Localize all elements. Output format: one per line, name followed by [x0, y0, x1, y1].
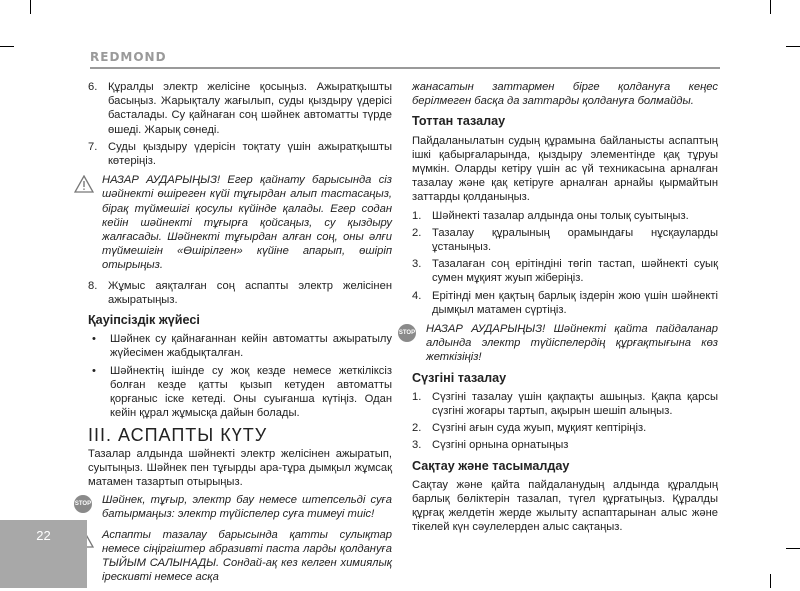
stop-note: STOP Шәйнек, тұғыр, электр бау немесе штепсельді суға батырмаңыз: электр түйіспелер суға тимеуі тиіс!: [74, 494, 392, 521]
crop-mark: [770, 574, 771, 588]
list-item: 3. Тазалаған соң ерітіндіні төгіп тастап, шәйнекті суық сумен мұқият жуып жіберіңіз.: [412, 258, 718, 285]
chapter-title: III. АСПАПТЫ КҮТУ: [88, 425, 268, 446]
steps-list: [88, 279, 392, 307]
warning-note: НАЗАР АУДАРЫҢЫЗ! Егер қайнату барысында сіз шәйнекті өшіреген күйі тұғырдан алып тастасаңыз, бірақ түймешігі қосулы күйінде қалады. Егер содан кейін шәйнекті тұғырға қойсаңыз, су қыздыру жалғасады. Шәйнекті тұғырдан алған соң, оны әлғи түймешігін «Өшірілген» күйіне апарып, өшіріп отырыңыз.: [88, 173, 392, 272]
paragraph: Пайдаланылатын судың құрамына байланысты аспаптың ішкі қабырғаларында, қыздыру элементінде қақ тұруы мүмкін. Оларды кетіру үшін ас үй техникасына арналған тазалау және қақ кетіруге арналған арнайы қырмайтын заттарды қолданыңыз.: [412, 134, 718, 204]
crop-mark: [786, 548, 800, 549]
list-item: 3. Сүзгіні орнына орнатыңыз: [412, 439, 569, 452]
stop-icon: STOP: [74, 495, 92, 513]
list-item: 8. Жұмыс аяқталған соң аспапты электр желісінен ажыратыңыз.: [88, 279, 392, 306]
steps-list: [412, 390, 718, 453]
crop-mark: [0, 46, 14, 47]
list-item: 4. Ерітінді мен қақтың барлық іздерін жою үшін шәйнекті дымқыл матамен сүртіңіз.: [412, 289, 718, 316]
crop-mark: [786, 46, 800, 47]
crop-mark: [770, 0, 771, 14]
list-item: • Шәйнек су қайнағаннан кейін автоматты ажыратылу жүйесімен жабдықталған.: [92, 333, 392, 360]
list-item: 7. Суды қыздыру үдерісін тоқтату үшін ажыратқышты көтеріңіз.: [88, 140, 392, 168]
section-heading: Тоттан тазалау: [412, 114, 506, 129]
warning-note: Аспапты тазалау барысында қатты сулықтар немесе сіңіргіштер абразивті паста ларды қолдануға ТЫЙЫМ САЛЫНАДЫ. Сондай-ақ кез келген химиялық ірескивті немесе асқа: [88, 528, 392, 585]
steps-list: [412, 209, 718, 317]
list-item: 2. Сүзгіні ағын суда жуып, мұқият кептіріңіз.: [412, 422, 647, 435]
header-rule: [90, 67, 720, 69]
brand-logo: REDMOND: [90, 50, 167, 64]
list-item: • Шәйнектің ішінде су жоқ кезде немесе жеткіліксіз болған кезде қатты қызып кетуден автоматты қорғаныс іске кетеді. Оны суығанша күтіңіз. Одан кейін құрал жұмысқа дайын болады.: [92, 364, 392, 420]
section-heading: Сақтау және тасымалдау: [412, 458, 570, 473]
paragraph: Тазалар алдында шәйнекті электр желісінен ажыратып, суытыңыз. Шәйнек пен тұғырды ара-тұра дымқыл жұмсақ матамен тазартып отырыңыз.: [88, 447, 392, 489]
stop-note: STOP НАЗАР АУДАРЫҢЫЗ! Шәйнекті қайта пайдаланар алдында электр түйіспелердің құрғақтығына көз жеткізіңіз!: [398, 323, 718, 364]
warning-triangle-icon: [74, 173, 96, 272]
list-item: 1. Сүзгіні тазалау үшін қақпақты ашыңыз. Қақпа қарсы сүзгіні жоғары тартып, ақырын шешіп алыңыз.: [412, 390, 718, 418]
stop-icon: STOP: [398, 324, 416, 342]
crop-mark: [30, 0, 31, 14]
page-number: 22: [36, 528, 51, 543]
bullet-list: [88, 332, 392, 420]
paragraph: Сақтау және қайта пайдаланудың алдында құралдың барлық бөліктерін тазалап, түгел құрғатыңыз. Құралды құрғақ желдетін жерде жылыту аспаптарынан алыс және тікелей күн сәулелерден алыс сақтаңыз.: [412, 478, 718, 534]
paragraph: жанасатын заттармен бірге қолдануға кеңес берілмеген басқа да заттарды қолдануға болмайды.: [412, 81, 718, 108]
list-item: 2. Тазалау құралының орамындағы нұсқауларды ұстаныңыз.: [412, 226, 718, 254]
left-column: [74, 80, 392, 591]
list-item: 6. Құралды электр желісіне қосыңыз. Ажыратқышты басыңыз. Жарықталу жағылып, суды қыздыру үдерісі басталады. Су қайнаған соң шәйнек автоматты түрде өшеді. Жарық сөнеді.: [88, 81, 392, 136]
section-heading: Сүзгіні тазалау: [412, 370, 507, 385]
list-item: 1. Шәйнекті тазалар алдында оны толық суытыңыз.: [412, 209, 689, 222]
section-heading: Қауіпсіздік жүйесі: [88, 313, 200, 328]
steps-list: [88, 80, 392, 168]
right-column: [398, 80, 718, 539]
